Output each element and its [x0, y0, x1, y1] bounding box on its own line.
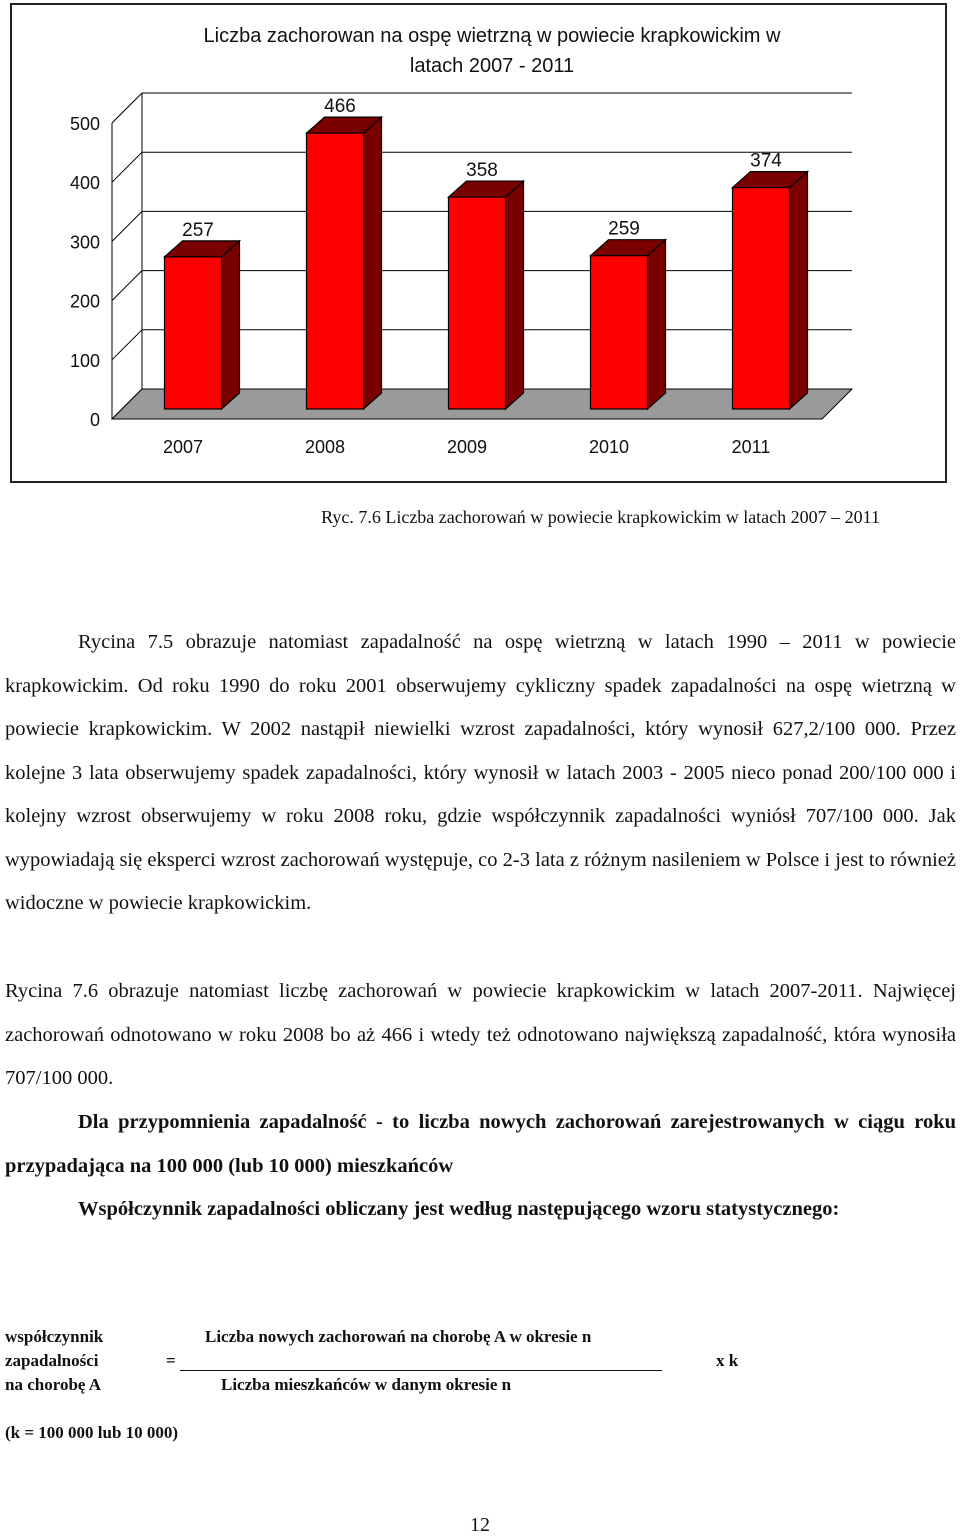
gridline-side [112, 93, 142, 123]
y-tick-label: 500 [69, 114, 100, 134]
paragraph-incidence-trend [5, 621, 956, 926]
gridline-side [112, 152, 142, 182]
chart-title-line1: Liczba zachorowan na ospę wietrzną w powiecie krapkowickim w [203, 25, 781, 47]
fraction-bar [180, 1370, 662, 1371]
x-tick-label: 2011 [731, 437, 771, 457]
formula-intro-text: Współczynnik zapadalności obliczany jest według następującego wzoru statystycznego: [78, 1198, 840, 1220]
bar [449, 197, 506, 409]
bar-side [222, 241, 240, 409]
y-tick-label: 200 [69, 291, 100, 312]
bar-side [506, 181, 524, 409]
definition-text: Dla przypomnienia zapadalność - to liczba nowych zachorowań zarejestrowanych w ciągu roku przypadająca na 100 000 (lub 10 000) mieszkańców [5, 1111, 956, 1177]
y-tick-label: 0 [89, 410, 100, 430]
paragraph-cases-2007-2011 [5, 970, 956, 1101]
bar [591, 256, 648, 409]
x-tick-label: 2007 [162, 437, 204, 457]
formula-lhs-line1: współczynnik [5, 1327, 104, 1346]
gridline-side [112, 330, 142, 360]
gridline-side [112, 271, 142, 301]
y-tick-label: 100 [69, 350, 100, 371]
bar-data-label: 466 [324, 96, 356, 118]
formula-intro-paragraph [5, 1188, 956, 1232]
formula-multiplier: x k [716, 1351, 739, 1370]
formula-lhs-line3: na chorobę A [5, 1375, 102, 1394]
bar-side [364, 117, 382, 409]
gridline-side [112, 211, 142, 241]
x-tick-label: 2008 [304, 437, 346, 457]
figure-caption: Ryc. 7.6 Liczba zachorowań w powiecie krapkowickim w latach 2007 – 2011 [321, 507, 880, 527]
formula-equals-sign: = [166, 1351, 176, 1370]
formula-numerator: Liczba nowych zachorowań na chorobę A w okresie n [205, 1327, 592, 1346]
bar-data-label: 259 [608, 218, 640, 240]
formula-lhs-line2: zapadalności [5, 1351, 99, 1370]
bar-side [648, 240, 666, 409]
k-note: (k = 100 000 lub 10 000) [5, 1423, 179, 1442]
x-tick-label: 2010 [588, 437, 630, 457]
page-number: 12 [470, 1514, 490, 1536]
chart-frame [10, 3, 947, 483]
bar-data-label: 257 [182, 219, 214, 241]
bar [165, 257, 222, 409]
chart-title-line2: latach 2007 - 2011 [409, 55, 575, 77]
definition-paragraph [5, 1101, 956, 1188]
paragraph-cases-text: Rycina 7.6 obrazuje natomiast liczbę zachorowań w powiecie krapkowickim w latach 2007-2011. Najwięcej zachorowań odnotowano w roku 2008 bo aż 466 i wtedy też odnotowano największą zapadalność, która wynosiła 707/100 000. [5, 980, 956, 1089]
bar-chart [12, 5, 945, 481]
bar [733, 188, 790, 409]
y-tick-label: 300 [69, 232, 100, 253]
x-tick-label: 2009 [446, 437, 488, 457]
formula-denominator: Liczba mieszkańców w danym okresie n [221, 1375, 512, 1394]
paragraph-incidence-trend-text: Rycina 7.5 obrazuje natomiast zapadalność na ospę wietrzną w latach 1990 – 2011 w powiecie krapkowickim. Od roku 1990 do roku 2001 obserwujemy cykliczny spadek zapadalności na ospę wietrzną w powiecie krapkowickim. W 2002 nastąpił niewielki wzrost zapadalności, który wynosił 627,2/100 000. Przez kolejne 3 lata obserwujemy spadek zapadalności, który wynosił w latach 2003 - 2005 nieco ponad 200/100 000 i kolejny wzrost obserwujemy w roku 2008 roku, gdzie współczynnik zapadalności wyniósł 707/100 000. Jak wypowiadają się eksperci wzrost zachorowań występuje, co 2-3 lata z różnym nasileniem w Polsce i jest to również widoczne w powiecie krapkowickim. [5, 631, 956, 914]
bar-data-label: 358 [466, 160, 498, 182]
bar [307, 133, 364, 409]
bar-data-label: 374 [750, 150, 782, 172]
bar-side [790, 172, 808, 409]
y-tick-label: 400 [69, 173, 100, 194]
